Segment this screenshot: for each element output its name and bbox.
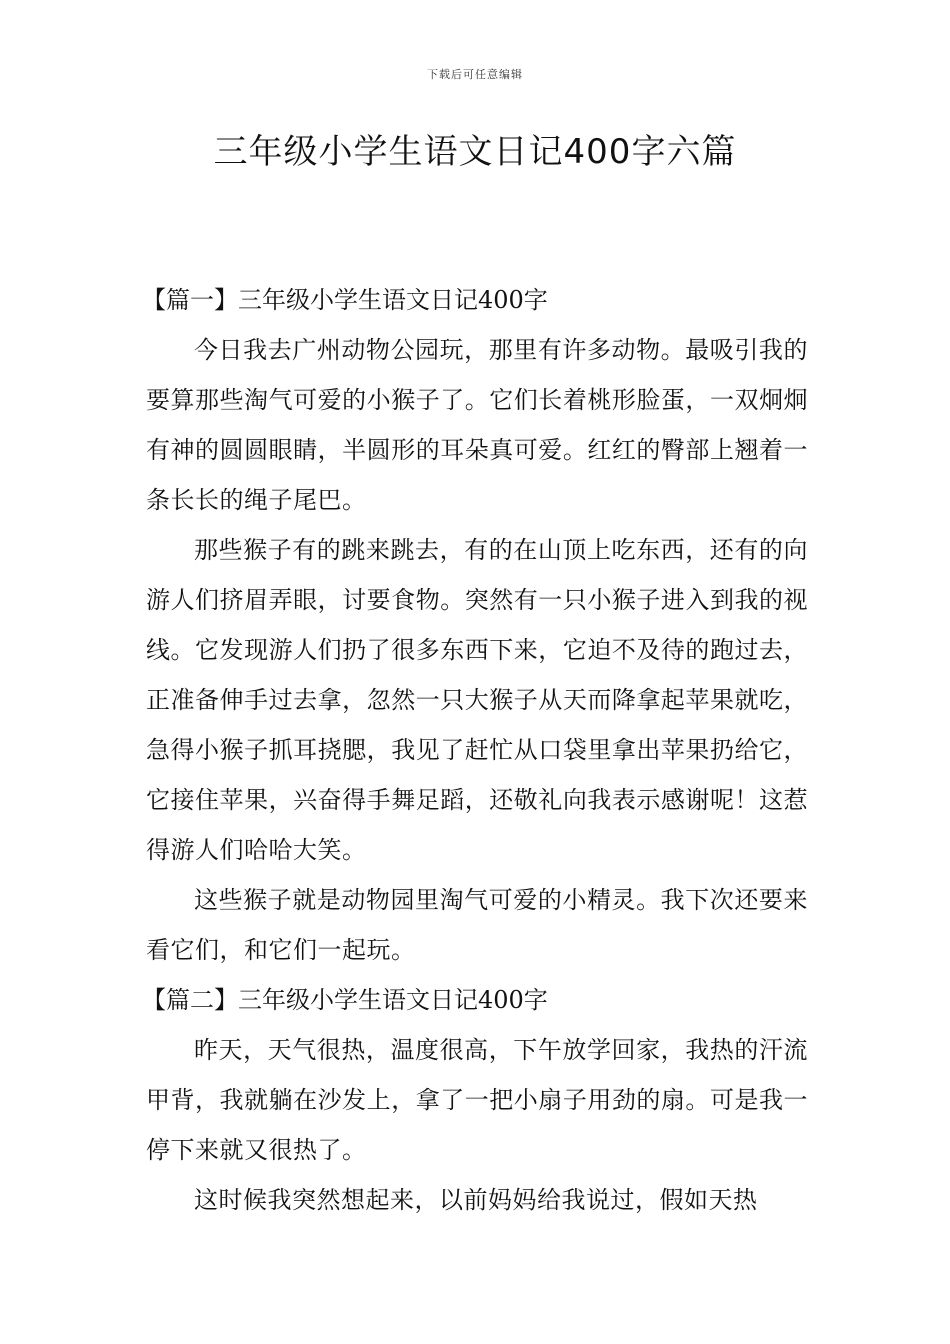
section-1 xyxy=(142,275,808,975)
section-2 xyxy=(142,975,808,1225)
header-note: 下载后可任意编辑 xyxy=(427,68,523,81)
document-title: 三年级小学生语文日记400字六篇 xyxy=(213,132,737,172)
paragraph: 今日我去广州动物公园玩，那里有许多动物。最吸引我的要算那些淘气可爱的小猴子了。它们长着桃形脸蛋，一双炯炯有神的圆圆眼睛，半圆形的耳朵真可爱。红红的臀部上翘着一条长长的绳子尾巴。 xyxy=(146,336,808,514)
section-heading: 【篇二】三年级小学生语文日记400字 xyxy=(142,986,548,1014)
document-body xyxy=(142,275,808,1225)
section-heading: 【篇一】三年级小学生语文日记400字 xyxy=(142,286,548,314)
paragraph: 昨天，天气很热，温度很高，下午放学回家，我热的汗流甲背，我就躺在沙发上，拿了一把小扇子用劲的扇。可是我一停下来就又很热了。 xyxy=(146,1036,808,1164)
paragraph: 这时候我突然想起来，以前妈妈给我说过，假如天热 xyxy=(194,1186,758,1214)
paragraph: 那些猴子有的跳来跳去，有的在山顶上吃东西，还有的向游人们挤眉弄眼，讨要食物。突然有一只小猴子进入到我的视线。它发现游人们扔了很多东西下来，它迫不及待的跑过去，正准备伸手过去拿，忽然一只大猴子从天而降拿起苹果就吃，急得小猴子抓耳挠腮，我见了赶忙从口袋里拿出苹果扔给它，它接住苹果，兴奋得手舞足蹈，还敬礼向我表示感谢呢！这惹得游人们哈哈大笑。 xyxy=(146,536,808,864)
paragraph: 这些猴子就是动物园里淘气可爱的小精灵。我下次还要来看它们，和它们一起玩。 xyxy=(146,886,808,964)
